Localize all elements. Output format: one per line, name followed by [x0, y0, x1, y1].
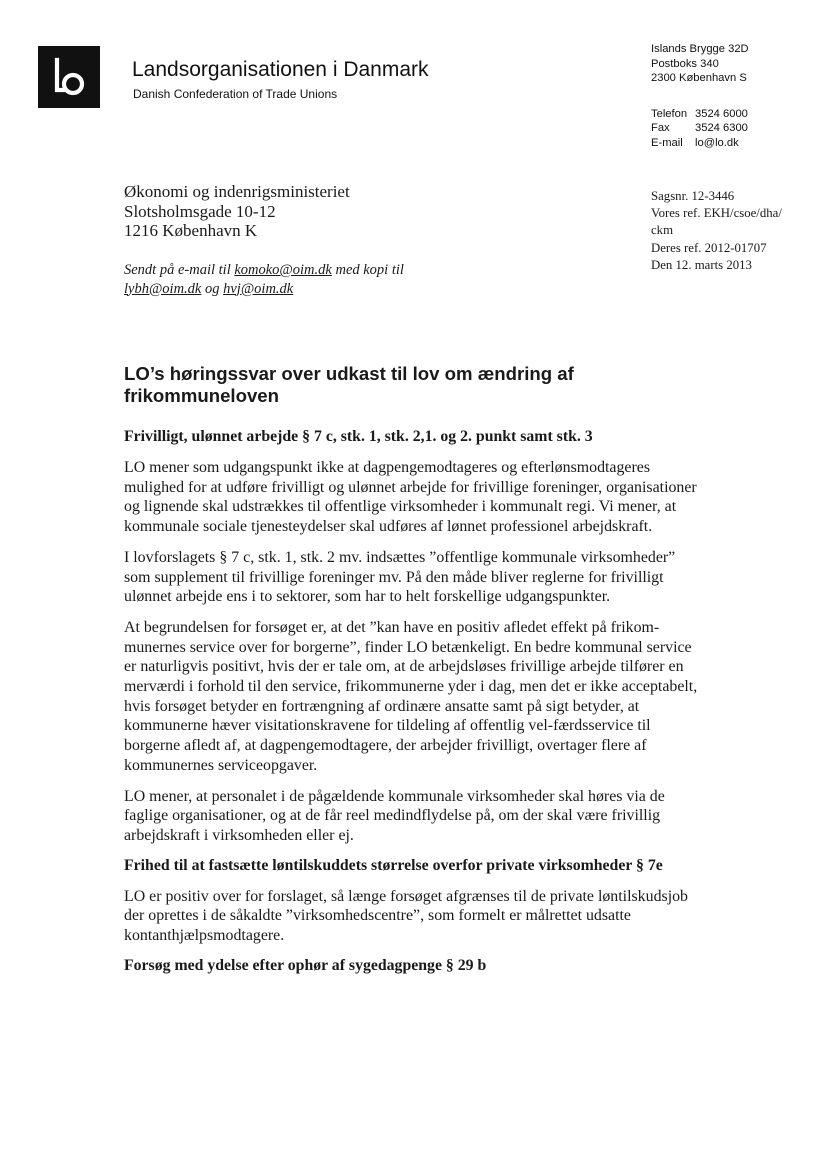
address-line: Islands Brygge 32D	[651, 43, 749, 55]
email-link[interactable]: komoko@oim.dk	[234, 262, 332, 278]
email-link[interactable]: hvj@oim.dk	[223, 280, 294, 297]
our-reference-cont: ckm	[651, 223, 674, 238]
fax-row	[651, 121, 749, 136]
email-value: lo@lo.dk	[695, 136, 739, 149]
recipient-line: Økonomi og indenrigsministeriet	[124, 182, 350, 201]
address-line: 2300 København S	[651, 72, 747, 85]
your-reference: Deres ref. 2012-01707	[651, 240, 767, 255]
section-heading: Forsøg med ydelse efter ophør af sygedagpenge § 29 b	[124, 956, 487, 974]
document-title: LO’s høringssvar over udkast til lov om ændring af frikommuneloven	[124, 363, 574, 406]
address-line: Postboks 340	[651, 57, 719, 70]
sent-prefix: Sendt på e-mail til	[124, 262, 235, 278]
org-subtitle: Danish Confederation of Trade Unions	[133, 87, 338, 101]
paragraph: LO er positiv over for forslaget, så længe forsøget afgrænses til de private løntilskudsjob der oprettes i de såkaldte ”virksomhedscentre”, som formelt er målrettet udsatte kontanthjælpsmodtagere.	[124, 887, 689, 945]
org-name: Landsorganisationen i Danmark	[132, 58, 429, 81]
recipient-address	[124, 182, 350, 241]
lo-logo-mark	[38, 46, 100, 108]
phone-value: 3524 6000	[695, 107, 748, 120]
section-heading: Frivilligt, ulønnet arbejde § 7 c, stk. 1, stk. 2,1. og 2. punkt samt stk. 3	[124, 428, 593, 445]
email-label: E-mail	[651, 136, 683, 149]
phone-row	[651, 107, 749, 122]
paragraph: LO mener, at personalet i de pågældende kommunale virksomheder skal høres via de faglige organisationer, og at de får reel medindflydelse på, om der skal være frivillig arbejdskraft i virksomheden eller ej.	[124, 787, 665, 844]
letter-date: Den 12. marts 2013	[651, 257, 752, 272]
our-reference: Vores ref. EKH/csoe/dha/	[651, 206, 782, 221]
case-reference-block	[651, 188, 782, 274]
contact-block	[651, 42, 749, 151]
sent-and: og	[201, 280, 224, 297]
phone-label: Telefon	[651, 107, 688, 120]
paragraph: LO mener som udgangspunkt ikke at dagpengemodtageres og efterlønsmodtageres mulighed for at udføre frivilligt og ulønnet arbejde for frivillige foreninger, organisationer og lignende skal udstrækkes til offentlige virksomheder i kommunalt regi. Vi mener, at kommunale sociale tjenesteydelser skal udføres af lønnet professionel arbejdskraft.	[124, 459, 697, 536]
recipient-line: Slotsholmsgade 10-12	[124, 201, 276, 221]
fax-label: Fax	[651, 122, 670, 135]
email-row	[651, 136, 749, 151]
case-number: Sagsnr. 12-3446	[651, 189, 735, 203]
sent-middle: med kopi til	[331, 262, 404, 278]
recipient-line: 1216 København K	[124, 221, 258, 240]
email-link[interactable]: lybh@oim.dk	[124, 280, 202, 297]
lo-logo	[38, 46, 100, 108]
paragraph: At begrundelsen for forsøget er, at det ”kan have en positiv afledet effekt på frikom-munernes service over for borgerne”, finder LO betænkeligt. En bedre kommunal service er naturligvis positivt, hvis der er tale om, at de arbejdsløses frivillige arbejde tilfører en merværdi i forhold til den service, frikommunerne yder i dag, men det er ikke acceptabelt, hvis forsøget betyder en fortrængning af ordinære ansatte samt på sigt betyder, at kommunerne hæver visitationskravene for tildeling af offentlig vel-færdsservice til borgerne afledt af, at dagpengemodtagere, der arbejder frivilligt, overtager flere af kommunernes serviceopgaver.	[124, 618, 698, 774]
sent-via-note	[124, 261, 404, 298]
fax-value: 3524 6300	[695, 122, 748, 135]
document-body	[124, 428, 704, 987]
section-heading: Frihed til at fastsætte løntilskuddets størrelse overfor private virksomheder § 7e	[124, 856, 663, 874]
paragraph: I lovforslagets § 7 c, stk. 1, stk. 2 mv. indsættes ”offentlige kommunale virksomheder” som supplement til frivillige foreninger mv. På den måde bliver reglerne for frivilligt ulønnet arbejde ens i to sektorer, som har to helt forskellige udgangspunkter.	[124, 548, 676, 606]
